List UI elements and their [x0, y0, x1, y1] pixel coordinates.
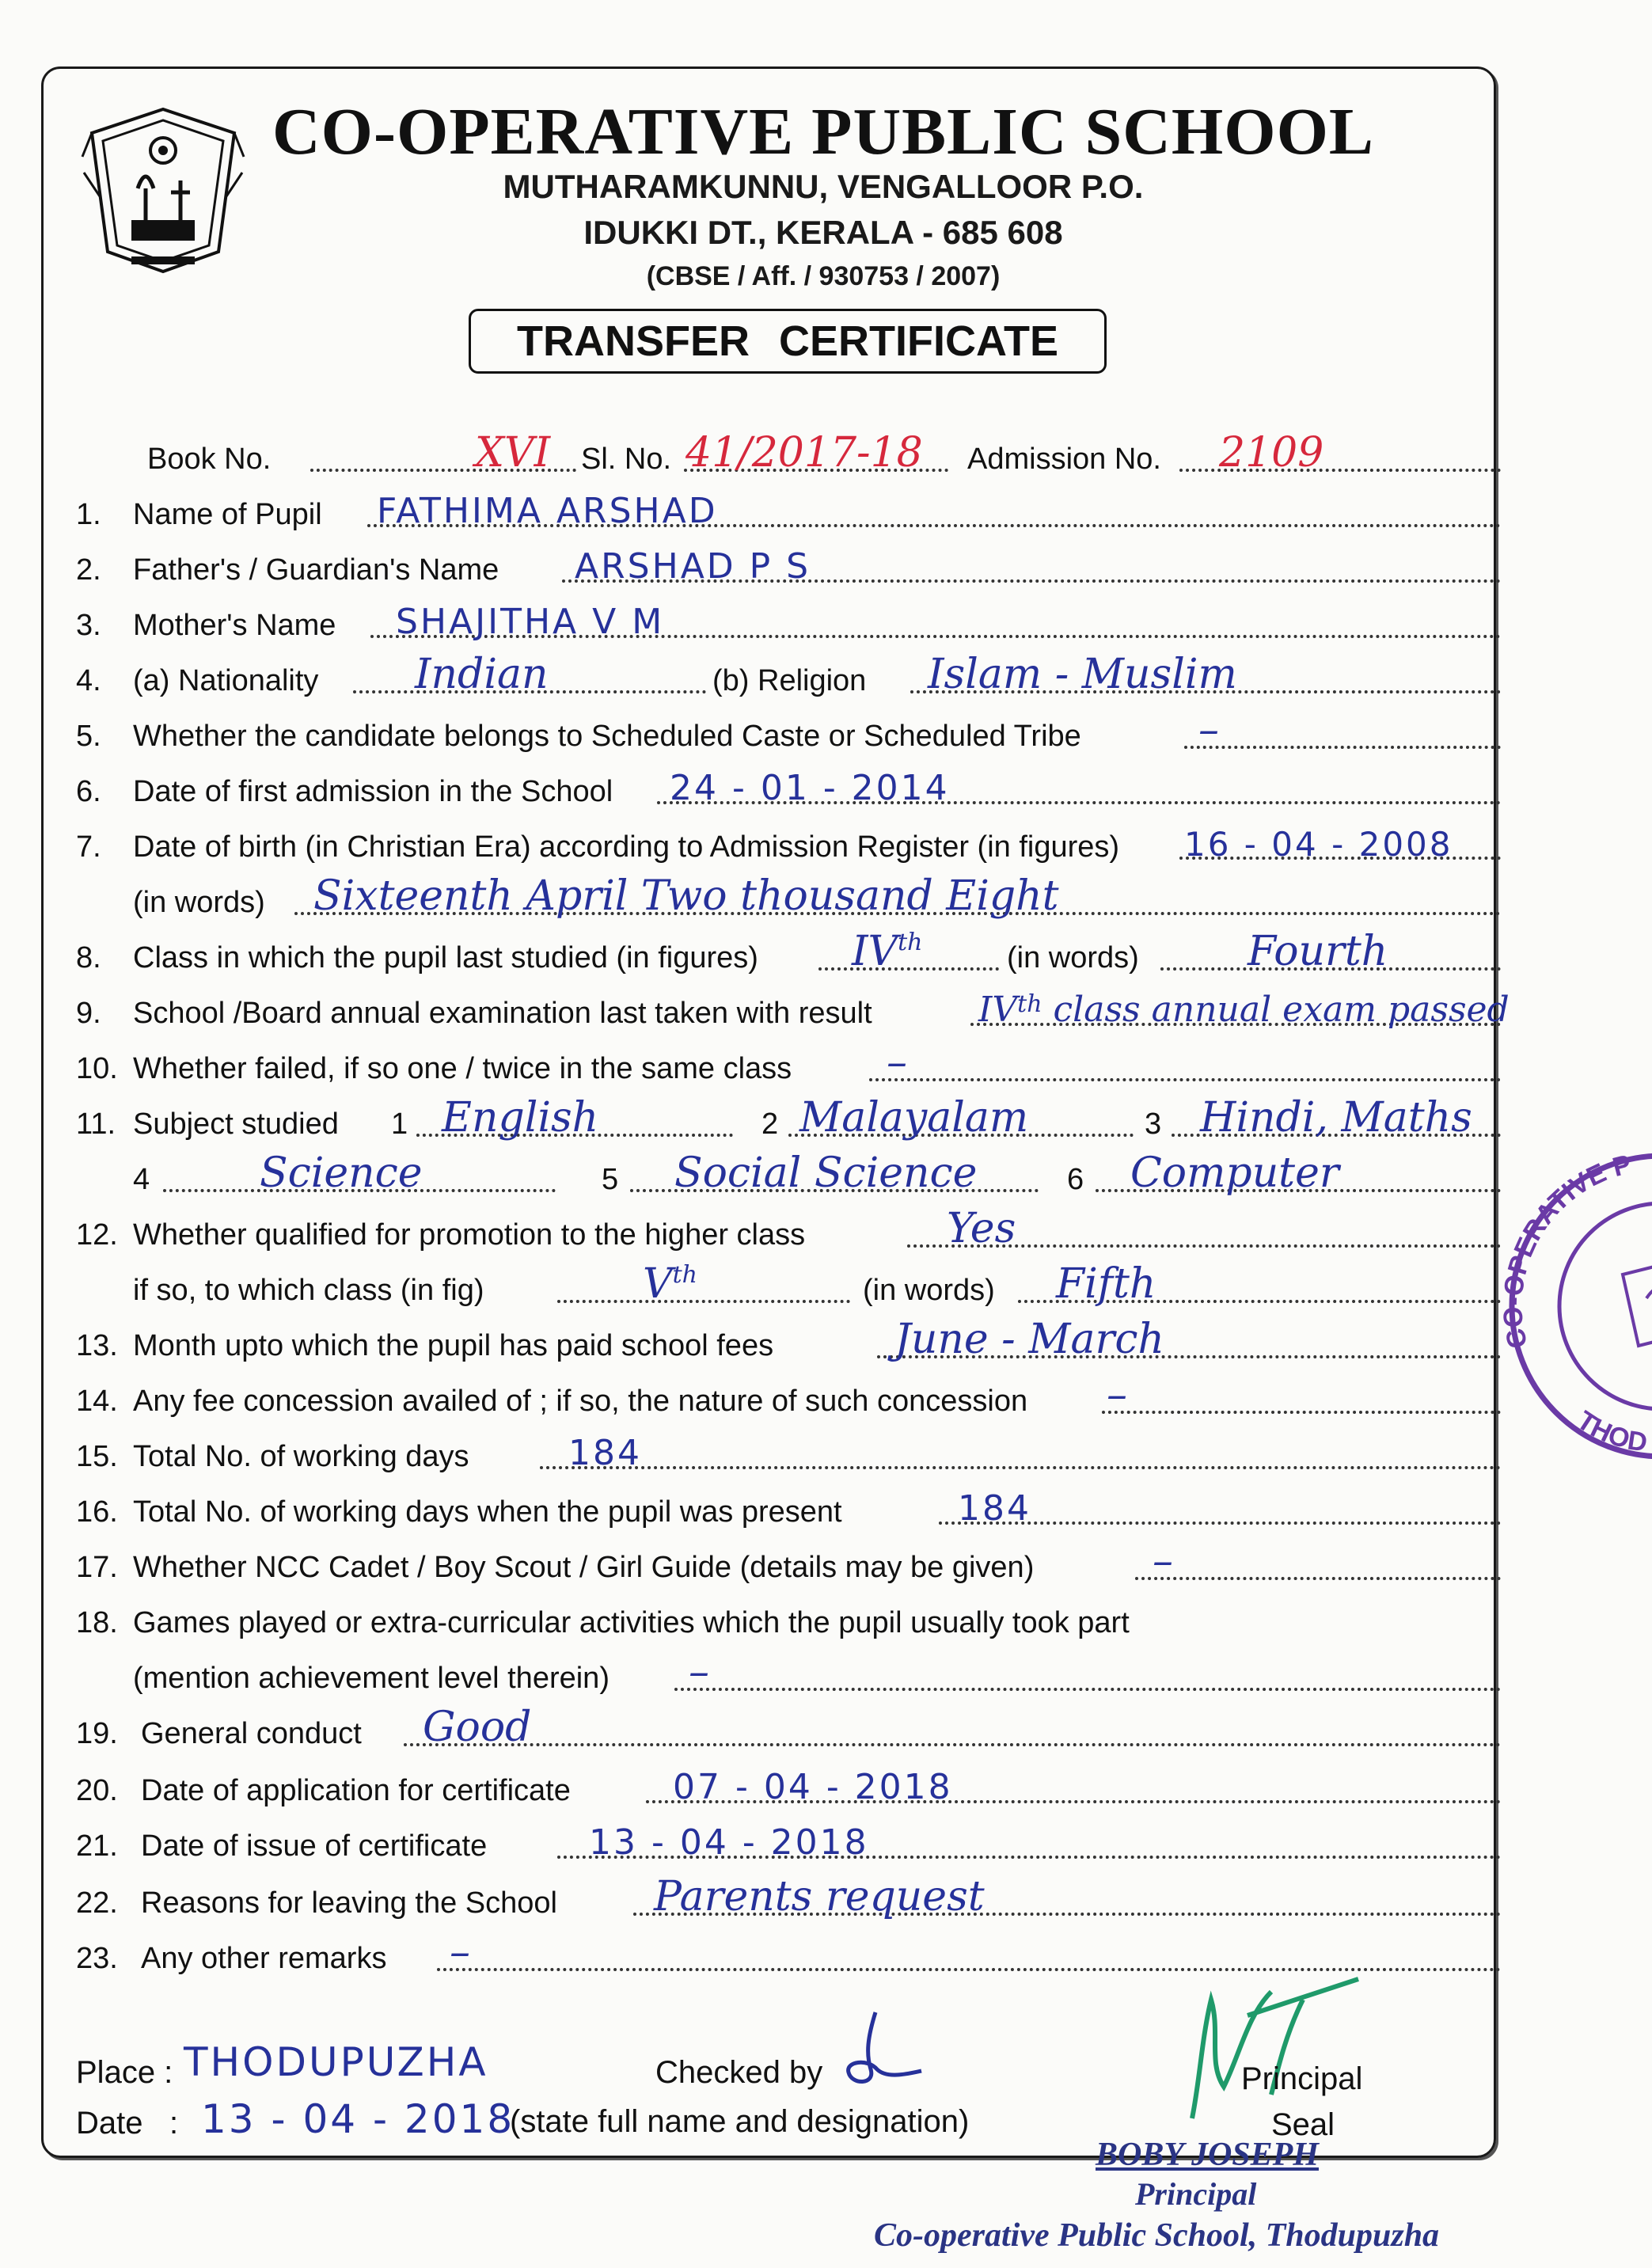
field-number: 15. [76, 1440, 118, 1473]
field-label: Total No. of working days [133, 1440, 469, 1473]
field-number: 21. [76, 1829, 118, 1863]
failed-value: – [887, 1039, 907, 1086]
subject-number: 4 [133, 1163, 150, 1196]
field-label: Class in which the pupil last studied (in figures) [133, 941, 758, 974]
stamp-school-name: Co-operative Public School, Thodupuzha [874, 2217, 1440, 2254]
application-date-value: 07 - 04 - 2018 [673, 1767, 953, 1807]
field-number: 6. [76, 775, 101, 808]
field-number: 14. [76, 1385, 118, 1418]
field-label: (mention achievement level therein) [133, 1662, 610, 1695]
school-crest-logo [76, 101, 250, 283]
field-number: 12. [76, 1218, 118, 1252]
subject-number: 2 [761, 1107, 779, 1141]
subject-value: Social Science [674, 1149, 978, 1197]
field-number: 7. [76, 830, 101, 864]
field-row-5 [0, 706, 1652, 758]
exam-result-value: IVth class annual exam passed [978, 990, 1510, 1030]
field-row-1 [0, 489, 1652, 537]
first-admission-date-value: 24 - 01 - 2014 [670, 768, 950, 808]
subject-value: Science [260, 1149, 423, 1197]
dotted-line [1135, 1577, 1501, 1580]
caste-value: – [1198, 706, 1219, 754]
field-label: Name of Pupil [133, 498, 322, 531]
field-number: 3. [76, 609, 101, 642]
nationality-value: Indian [415, 651, 549, 698]
stamp-principal-title: Principal [1135, 2176, 1257, 2212]
field-number: 5. [76, 720, 101, 753]
field-label: Any fee concession availed of ; if so, the nature of such concession [133, 1385, 1028, 1418]
checked-by-signature [820, 2006, 931, 2093]
dotted-line [1184, 746, 1501, 749]
promoted-class-figures-value: Vth [643, 1260, 697, 1308]
working-days-value: 184 [568, 1433, 642, 1473]
field-row-8 [0, 928, 1652, 980]
activities-value: – [689, 1648, 709, 1696]
pupil-name-value: FATHIMA ARSHAD [377, 491, 718, 531]
seal-label: Seal [1271, 2107, 1335, 2142]
field-row-17 [0, 1537, 1652, 1590]
leaving-reason-value: Parents request [654, 1873, 985, 1920]
subject-number: 6 [1067, 1163, 1084, 1196]
field-label: Father's / Guardian's Name [133, 553, 499, 587]
subject-value: English [442, 1094, 599, 1142]
field-number: 11. [76, 1107, 116, 1141]
dotted-line [674, 1688, 1501, 1691]
svg-text:CO-OPERATIVE P [1498, 1149, 1635, 1351]
promoted-class-words-value: Fifth [1056, 1260, 1156, 1308]
father-name-value: ARSHAD P S [575, 546, 811, 587]
field-label: Any other remarks [141, 1942, 387, 1975]
svg-text:THOD [1571, 1405, 1649, 1458]
field-label: Date of issue of certificate [141, 1829, 488, 1863]
field-number: 23. [76, 1942, 118, 1975]
book-line-row [0, 429, 1652, 481]
date-value: 13 - 04 - 2018 [201, 2096, 515, 2142]
field-number: 4. [76, 664, 101, 697]
field-label: Subject studied [133, 1107, 339, 1141]
field-row-12 [0, 1205, 1652, 1257]
field-label: Month upto which the pupil has paid school fees [133, 1329, 774, 1362]
subject-value: Malayalam [799, 1094, 1029, 1142]
issue-date-value: 13 - 04 - 2018 [589, 1822, 869, 1863]
field-label: Date of application for certificate [141, 1774, 571, 1807]
field-row-7-words [0, 872, 1652, 925]
remarks-value: – [450, 1928, 470, 1976]
field-row-4 [0, 651, 1652, 703]
field-number: 22. [76, 1886, 118, 1920]
field-number: 19. [76, 1717, 118, 1750]
admission-no-label: Admission No. [967, 443, 1161, 476]
field-row-15 [0, 1431, 1652, 1479]
field-row-11b [0, 1149, 1652, 1202]
school-seal-stamp [1496, 1140, 1652, 1472]
designation-note: (state full name and designation) [510, 2104, 970, 2139]
field-row-12b [0, 1260, 1652, 1313]
subject-number: 5 [602, 1163, 619, 1196]
principal-signature [1153, 1968, 1390, 2126]
field-row-13 [0, 1316, 1652, 1368]
last-class-words-value: Fourth [1248, 928, 1388, 975]
stamp-principal-name: BOBY JOSEPH [1096, 2137, 1319, 2173]
subject-number: 1 [391, 1107, 408, 1141]
fees-paid-value: June - March [894, 1316, 1164, 1363]
field-row-7 [0, 822, 1652, 869]
subject-value: Hindi, Maths [1200, 1094, 1472, 1142]
field-label: General conduct [141, 1717, 362, 1750]
field-label: School /Board annual examination last taken with result [133, 997, 872, 1030]
field-label: Whether NCC Cadet / Boy Scout / Girl Guide (details may be given) [133, 1551, 1035, 1584]
seal-bottom-text: THOD [1571, 1405, 1650, 1458]
field-row-20 [0, 1765, 1652, 1813]
school-address-line2: IDUKKI DT., KERALA - 685 608 [583, 214, 1063, 251]
field-row-19 [0, 1704, 1652, 1756]
field-label: (in words) [133, 886, 265, 919]
place-value: THODUPUZHA [184, 2039, 488, 2085]
book-no-label: Book No. [147, 443, 272, 476]
field-number: 16. [76, 1495, 118, 1529]
field-number: 1. [76, 498, 101, 531]
field-number: 18. [76, 1606, 118, 1639]
field-label: Games played or extra-curricular activities which the pupil usually took part [133, 1606, 1130, 1639]
subject-value: Computer [1130, 1149, 1339, 1197]
sl-no-label: Sl. No. [581, 443, 672, 476]
promotion-value: Yes [947, 1205, 1016, 1252]
field-row-14 [0, 1371, 1652, 1423]
dotted-line [540, 1466, 1501, 1469]
field-row-10 [0, 1039, 1652, 1091]
field-label: if so, to which class (in fig) [133, 1274, 484, 1307]
field-label: Date of first admission in the School [133, 775, 613, 808]
dotted-line [404, 1743, 1501, 1746]
field-row-9 [0, 988, 1652, 1035]
field-number: 8. [76, 941, 101, 974]
field-row-18 [0, 1597, 1652, 1645]
checked-by-label: Checked by [655, 2055, 823, 2090]
field-row-16 [0, 1487, 1652, 1534]
principal-label: Principal [1241, 2061, 1363, 2096]
book-no-value: XVI [475, 429, 551, 477]
field-label: (a) Nationality [133, 664, 319, 697]
field-row-18b [0, 1648, 1652, 1700]
school-affiliation: (CBSE / Aff. / 930753 / 2007) [646, 261, 1001, 291]
school-address-line1: MUTHARAMKUNNU, VENGALLOOR P.O. [503, 168, 1144, 205]
date-colon: : [169, 2106, 179, 2141]
field-number: 9. [76, 997, 101, 1030]
field-row-22 [0, 1873, 1652, 1925]
field-label: (b) Religion [712, 664, 867, 697]
field-label: (in words) [863, 1274, 995, 1307]
fee-concession-value: – [1107, 1371, 1127, 1419]
subject-number: 3 [1145, 1107, 1162, 1141]
field-row-6 [0, 766, 1652, 814]
dob-words-value: Sixteenth April Two thousand Eight [313, 872, 1059, 920]
religion-value: Islam - Muslim [928, 651, 1237, 698]
sl-no-value: 41/2017-18 [685, 429, 923, 477]
field-number: 2. [76, 553, 101, 587]
dotted-line [557, 1300, 850, 1303]
field-number: 13. [76, 1329, 118, 1362]
date-label: Date [76, 2106, 143, 2141]
field-row-23 [0, 1928, 1652, 1981]
field-label: Total No. of working days when the pupil was present [133, 1495, 842, 1529]
field-number: 10. [76, 1052, 118, 1085]
certificate-title: TRANSFER CERTIFICATE [469, 309, 1107, 374]
ncc-value: – [1153, 1537, 1173, 1585]
field-label: Whether failed, if so one / twice in the same class [133, 1052, 792, 1085]
place-label: Place : [76, 2055, 173, 2090]
field-row-3 [0, 600, 1652, 648]
field-label: Whether qualified for promotion to the higher class [133, 1218, 806, 1252]
field-label: Whether the candidate belongs to Scheduled Caste or Scheduled Tribe [133, 720, 1081, 753]
conduct-value: Good [423, 1704, 532, 1751]
dotted-line [1102, 1411, 1501, 1414]
last-class-figures-value: IVth [852, 928, 923, 975]
field-number: 20. [76, 1774, 118, 1807]
seal-top-text: CO-OPERATIVE P [1498, 1149, 1635, 1351]
days-present-value: 184 [958, 1488, 1031, 1529]
field-row-11 [0, 1094, 1652, 1146]
field-label: Date of birth (in Christian Era) according to Admission Register (in figures) [133, 830, 1120, 864]
field-label: Reasons for leaving the School [141, 1886, 557, 1920]
field-row-21 [0, 1821, 1652, 1868]
field-label: (in words) [1007, 941, 1139, 974]
mother-name-value: SHAJITHA V M [396, 602, 665, 642]
field-label: Mother's Name [133, 609, 336, 642]
school-name: CO-OPERATIVE PUBLIC SCHOOL [272, 95, 1374, 169]
field-row-2 [0, 545, 1652, 592]
dob-figures-value: 16 - 04 - 2008 [1184, 825, 1453, 864]
field-number: 17. [76, 1551, 118, 1584]
admission-no-value: 2109 [1219, 429, 1324, 477]
dotted-line [869, 1078, 1501, 1081]
